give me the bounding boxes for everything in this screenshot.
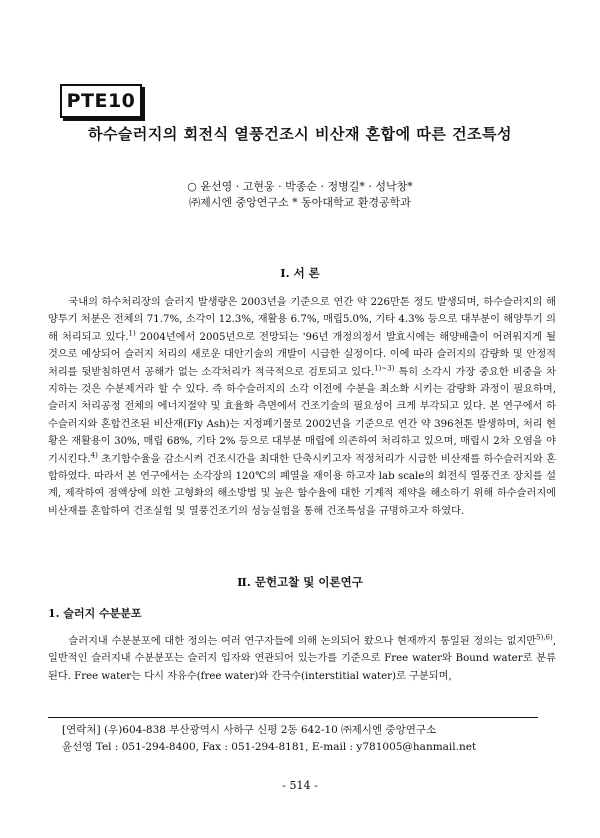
author-list: ○ 윤선영 · 고현웅 · 박종순 · 정병길* · 성낙창* — [187, 180, 413, 193]
page-number: - 514 - — [282, 779, 318, 792]
contact-address: [연락처] (우)604-838 부산광역시 사하구 신평 2동 642-10 ㈜제시엔 중앙연구소 — [62, 724, 437, 736]
intro-text-3: 특히 소각시 가장 중요한 비중을 차지하는 것은 수분제거라 할 수 있다. 즉 하수슬러지의 소각 이전에 수분을 최소화 시키는 감량화 과정이 필요하며, 슬러지 처리공정 전체의 에너지절약 및 효율화 측면에서 건조기술의 필요성이 크게 부각되고 있다. 본 연구에서 하수슬러지와 혼합건조된 비산재(Fly Ash)는 지정폐기물로 2002년을 기준으로 연간 약 396천톤 발생하며, 처리 현황은 재활용이 30%, 매립 68%, 기타 2% 등으로 대부분 매립에 의존하여 처리하고 있으며, 매립시 2차 오염을 야기시킨다. — [48, 366, 556, 465]
paper-code-box — [60, 84, 142, 118]
subsection-heading: 1. 슬러지 수분분포 — [48, 607, 142, 620]
citation-ref: 1)~3) — [374, 364, 395, 373]
intro-paragraph — [48, 294, 556, 520]
section-heading-introduction: Ⅰ. 서 론 — [280, 266, 320, 280]
paper-title: 하수슬러지의 회전식 열풍건조시 비산재 혼합에 따른 건조특성 — [87, 125, 513, 143]
body-text-2: , 일반적인 슬러지내 수분분포는 슬러지 입자와 연관되어 있는가를 기준으로 Free water와 Bound water로 분류된다. Free water는 다시 자유수(free water)와 간극수(interstitial water)로 구분되며, — [48, 636, 556, 682]
affiliation: ㈜제시엔 중앙연구소 * 동아대학교 환경공학과 — [189, 196, 411, 209]
citation-ref: 5),6) — [536, 633, 553, 642]
citation-ref: 1) — [128, 329, 136, 338]
intro-text-4: 초기함수율을 감소시켜 건조시간을 최대한 단축시키고자 적정처리가 시급한 비산재를 하수슬러지와 혼합하였다. 따라서 본 연구에서는 소각장의 120℃의 폐열을 재이용 하고자 lab scale의 회전식 열풍건조 장치를 설계, 제작하여 점액상에 의한 고형화의 해소방법 및 높은 함수율에 대한 기계적 제약을 해소하기 위해 하수슬러지에 비산재를 혼합하여 건조실험 및 열풍건조기의 성능실험을 통해 건조특성을 규명하고자 하였다. — [48, 453, 556, 517]
section-heading-literature: Ⅱ. 문헌고찰 및 이론연구 — [237, 575, 363, 589]
paper-code: PTE10 — [66, 90, 136, 112]
water-distribution-paragraph — [48, 633, 556, 685]
intro-text-2: 2004년에서 2005년으로 전망되는 '96년 개정의정서 발효시에는 해양배출이 어려워지게 될 것으로 예상되어 슬러지 처리의 새로운 대안기술의 개발이 시급한 실정이다. 이에 따라 슬러지의 감량화 및 안정적 처리를 뒷받침하면서 공해가 없는 소각처리가 적극적으로 검토되고 있다. — [48, 331, 556, 378]
body-text-1: 슬러지내 수분분포에 대한 정의는 여러 연구자들에 의해 논의되어 왔으나 현재까지 통일된 정의는 없지만 — [68, 636, 537, 647]
intro-text-1: 국내의 하수처리장의 슬러지 발생량은 2003년을 기준으로 연간 약 226만톤 정도 발생되며, 하수슬러지의 해양투기 처분은 전체의 71.7%, 소각이 12.3%, 재활용 6.7%, 매립5.0%, 기타 4.3% 등으로 대부분이 해양투기 의해 처리되고 있다. — [48, 297, 556, 343]
contact-details: 윤선영 Tel : 051-294-8400, Fax : 051-294-8181, E-mail : y781005@hanmail.net — [62, 741, 477, 753]
footnote-divider — [48, 717, 538, 718]
citation-ref: 4) — [90, 451, 98, 460]
